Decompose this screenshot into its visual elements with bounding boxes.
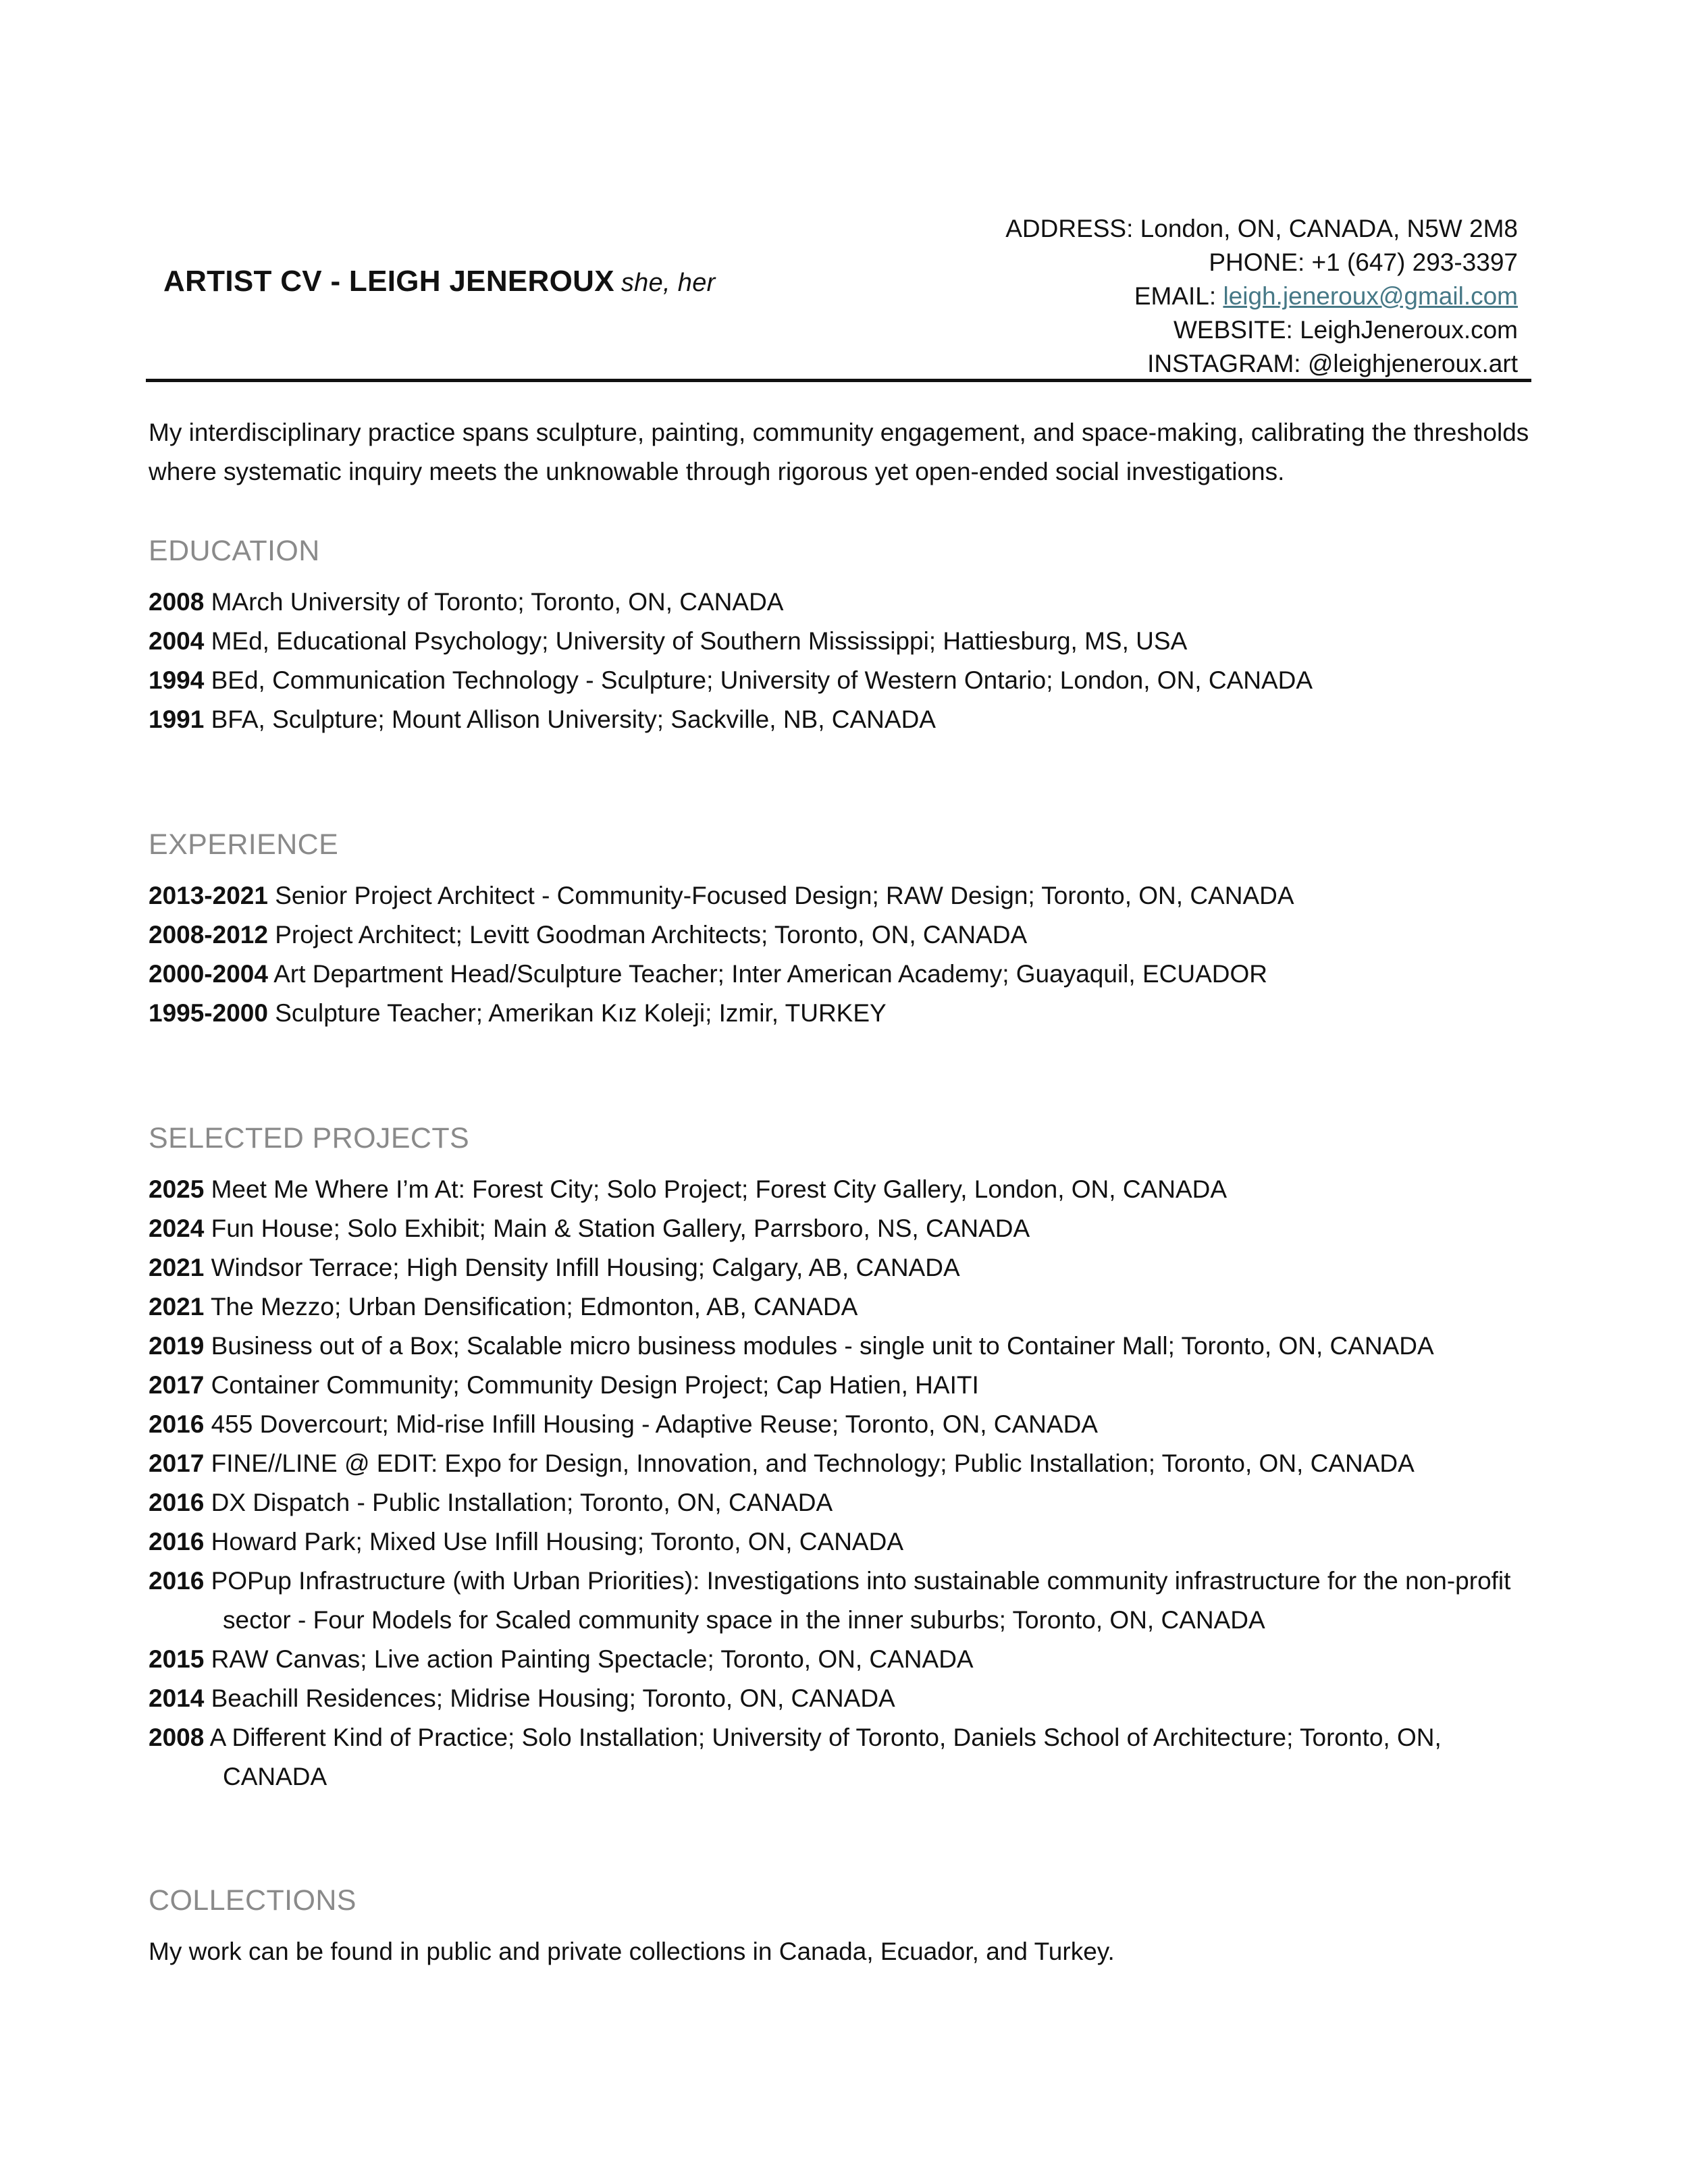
entry-text: Business out of a Box; Scalable micro business modules - single unit to Container Mall; Toronto, ON, CANADA xyxy=(211,1332,1434,1360)
entry-text: BFA, Sculpture; Mount Allison University; Sackville, NB, CANADA xyxy=(211,705,936,733)
entry-year: 1995-2000 xyxy=(149,999,268,1027)
entry-year: 2017 xyxy=(149,1449,205,1477)
entry-year: 2014 xyxy=(149,1684,205,1712)
cv-body xyxy=(149,413,1539,1971)
entry-year: 2017 xyxy=(149,1371,205,1399)
entry-year: 2019 xyxy=(149,1332,205,1360)
experience-entry xyxy=(149,915,1539,955)
projects-section xyxy=(149,1122,1539,1796)
projects-entry xyxy=(149,1562,1539,1640)
email-link[interactable]: leigh.jeneroux@gmail.com xyxy=(1223,282,1518,310)
projects-list xyxy=(149,1170,1539,1796)
projects-entry xyxy=(149,1679,1539,1718)
website-line: WEBSITE: LeighJeneroux.com xyxy=(1173,316,1518,344)
section-heading-experience: EXPERIENCE xyxy=(149,828,339,861)
entry-text: Art Department Head/Sculpture Teacher; Inter American Academy; Guayaquil, ECUADOR xyxy=(273,960,1267,988)
collections-text: My work can be found in public and private collections in Canada, Ecuador, and Turkey. xyxy=(149,1938,1115,1965)
pronouns: she, her xyxy=(621,269,716,297)
entry-year: 2008 xyxy=(149,1724,205,1751)
entry-year: 2025 xyxy=(149,1175,205,1203)
projects-entry xyxy=(149,1483,1539,1522)
entry-text: Howard Park; Mixed Use Infill Housing; Toronto, ON, CANADA xyxy=(211,1528,904,1555)
section-heading-collections: COLLECTIONS xyxy=(149,1884,357,1917)
entry-text: Sculpture Teacher; Amerikan Kız Koleji; Izmir, TURKEY xyxy=(275,999,887,1027)
entry-text: Fun House; Solo Exhibit; Main & Station Gallery, Parrsboro, NS, CANADA xyxy=(211,1215,1030,1242)
section-heading-projects: SELECTED PROJECTS xyxy=(149,1122,470,1154)
entry-year: 2024 xyxy=(149,1215,205,1242)
projects-entry xyxy=(149,1405,1539,1444)
projects-entry xyxy=(149,1718,1539,1796)
entry-year: 2004 xyxy=(149,627,205,655)
entry-text: Senior Project Architect - Community-Focused Design; RAW Design; Toronto, ON, CANADA xyxy=(275,882,1294,909)
entry-year: 2021 xyxy=(149,1254,205,1281)
entry-year: 2000-2004 xyxy=(149,960,268,988)
education-entry xyxy=(149,622,1539,661)
experience-entry xyxy=(149,876,1539,915)
phone-line: PHONE: +1 (647) 293-3397 xyxy=(1209,248,1518,276)
projects-entry xyxy=(149,1287,1539,1327)
entry-text: The Mezzo; Urban Densification; Edmonton, AB, CANADA xyxy=(210,1293,858,1321)
entry-text: DX Dispatch - Public Installation; Toronto, ON, CANADA xyxy=(211,1489,833,1516)
projects-entry xyxy=(149,1248,1539,1287)
entry-text: Meet Me Where I’m At: Forest City; Solo Project; Forest City Gallery, London, ON, CANADA xyxy=(211,1175,1228,1203)
entry-text: POPup Infrastructure (with Urban Priorities): Investigations into sustainable community infrastructure for the non-profit sector - Four Models for Scaled community space in the inner suburbs; Toronto, ON, CANADA xyxy=(211,1567,1511,1634)
entry-year: 2008 xyxy=(149,588,205,616)
entry-text: RAW Canvas; Live action Painting Spectacle; Toronto, ON, CANADA xyxy=(211,1645,974,1673)
contact-block xyxy=(1005,212,1518,381)
projects-entry xyxy=(149,1170,1539,1209)
section-heading-education: EDUCATION xyxy=(149,535,320,567)
entry-text: BEd, Communication Technology - Sculpture; University of Western Ontario; London, ON, CANADA xyxy=(211,666,1313,694)
experience-section xyxy=(149,828,1539,1033)
entry-text: Beachill Residences; Midrise Housing; Toronto, ON, CANADA xyxy=(211,1684,895,1712)
entry-year: 2021 xyxy=(149,1293,205,1321)
artist-name: ARTIST CV - LEIGH JENEROUX xyxy=(163,265,614,298)
experience-entry xyxy=(149,955,1539,994)
email-label: EMAIL: xyxy=(1134,282,1223,310)
entry-year: 2016 xyxy=(149,1489,205,1516)
address-line: ADDRESS: London, ON, CANADA, N5W 2M8 xyxy=(1005,215,1518,242)
projects-entry xyxy=(149,1366,1539,1405)
projects-entry xyxy=(149,1522,1539,1562)
education-list xyxy=(149,583,1539,739)
entry-year: 2008-2012 xyxy=(149,921,268,949)
entry-year: 2013-2021 xyxy=(149,882,268,909)
entry-text: 455 Dovercourt; Mid-rise Infill Housing - Adaptive Reuse; Toronto, ON, CANADA xyxy=(211,1410,1098,1438)
experience-entry xyxy=(149,994,1539,1033)
entry-year: 1991 xyxy=(149,705,205,733)
entry-year: 2015 xyxy=(149,1645,205,1673)
projects-entry xyxy=(149,1640,1539,1679)
projects-entry xyxy=(149,1209,1539,1248)
entry-text: A Different Kind of Practice; Solo Installation; University of Toronto, Daniels School of Architecture; Toronto, ON, CANADA xyxy=(209,1724,1442,1790)
entry-text: Project Architect; Levitt Goodman Architects; Toronto, ON, CANADA xyxy=(275,921,1028,949)
entry-year: 1994 xyxy=(149,666,205,694)
education-entry xyxy=(149,700,1539,739)
collections-section xyxy=(149,1884,1539,1971)
entry-text: Windsor Terrace; High Density Infill Housing; Calgary, AB, CANADA xyxy=(211,1254,960,1281)
cv-header xyxy=(146,203,1531,385)
education-section xyxy=(149,535,1539,739)
entry-text: MArch University of Toronto; Toronto, ON, CANADA xyxy=(211,588,784,616)
experience-list xyxy=(149,876,1539,1033)
projects-entry xyxy=(149,1327,1539,1366)
email-line xyxy=(1005,279,1518,313)
header-divider xyxy=(146,379,1531,382)
education-entry xyxy=(149,583,1539,622)
intro-statement: My interdisciplinary practice spans sculpture, painting, community engagement, and space-making, calibrating the thresholds where systematic inquiry meets the unknowable through rigorous yet open-ended social investigations. xyxy=(149,419,1529,485)
entry-text: Container Community; Community Design Project; Cap Hatien, HAITI xyxy=(211,1371,979,1399)
entry-text: MEd, Educational Psychology; University of Southern Mississippi; Hattiesburg, MS, USA xyxy=(211,627,1188,655)
entry-year: 2016 xyxy=(149,1410,205,1438)
entry-year: 2016 xyxy=(149,1567,205,1595)
cv-title xyxy=(163,265,716,298)
entry-year: 2016 xyxy=(149,1528,205,1555)
entry-text: FINE//LINE @ EDIT: Expo for Design, Innovation, and Technology; Public Installation; Toronto, ON, CANADA xyxy=(211,1449,1415,1477)
instagram-line: INSTAGRAM: @leighjeneroux.art xyxy=(1147,350,1518,377)
projects-entry xyxy=(149,1444,1539,1483)
education-entry xyxy=(149,661,1539,700)
